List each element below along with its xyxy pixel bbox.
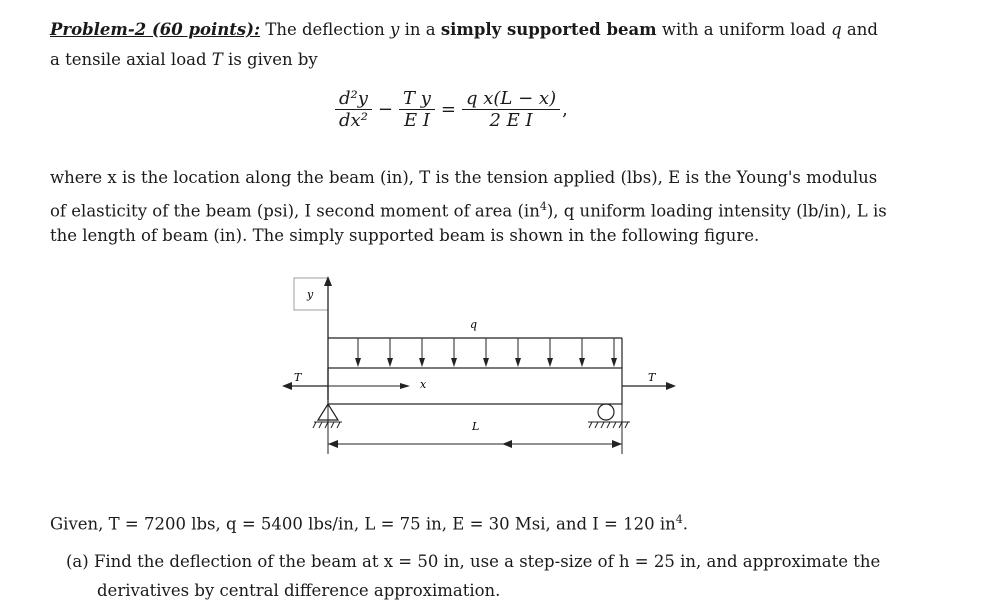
- frac2-denominator: E I: [403, 110, 430, 131]
- frac-Ty-EI: [399, 88, 435, 131]
- var-q: q: [831, 20, 842, 39]
- intro-text: The deflection: [260, 20, 391, 39]
- given-exponent: 4: [675, 513, 683, 526]
- load-arrows: [355, 338, 617, 367]
- tension-right-arrowhead: [666, 382, 676, 390]
- frac3-numerator: q x(L − x): [462, 88, 560, 110]
- description-line2: [50, 197, 887, 222]
- ground-hatch-right: [588, 422, 630, 428]
- label-T-left: T: [294, 371, 302, 384]
- var-T: T: [211, 50, 223, 69]
- minus-sign: −: [377, 99, 394, 120]
- frac3-denominator: 2 E I: [489, 110, 533, 131]
- dim-arrow-right: [612, 440, 622, 448]
- frac1-numerator: d²y: [335, 88, 372, 110]
- var-y: y: [390, 20, 400, 39]
- label-L: L: [472, 420, 480, 433]
- description-line1: where x is the location along the beam (in), T is the tension applied (lbs), E is the Young's modulus: [50, 168, 878, 187]
- intro-bold: simply supported beam: [440, 20, 657, 39]
- description-line2-a: of elasticity of the beam (psi), I second moment of area (in: [50, 201, 540, 221]
- part-a-line1: (a) Find the deflection of the beam at x = 50 in, use a step-size of h = 25 in, and approximate the: [66, 552, 881, 571]
- label-x: x: [420, 378, 427, 391]
- label-T-right: T: [648, 371, 656, 384]
- description-line2-b: ), q uniform loading intensity (lb/in), L is: [546, 201, 887, 221]
- x-axis-arrowhead: [400, 383, 410, 389]
- governing-equation: [335, 88, 574, 131]
- problem-heading: Problem-2 (60 points):: [50, 20, 261, 39]
- description-line3: the length of beam (in). The simply supported beam is shown in the following figure.: [50, 226, 760, 245]
- intro-text-3: with a uniform load: [656, 20, 832, 39]
- intro-text-4: and: [841, 20, 878, 39]
- given-text: Given, T = 7200 lbs, q = 5400 lbs/in, L = 75 in, E = 30 Msi, and I = 120 in: [50, 514, 676, 534]
- given-values: [50, 510, 688, 535]
- line2-text: a tensile axial load: [50, 50, 212, 69]
- part-a-line2: derivatives by central difference approximation.: [97, 581, 501, 600]
- given-period: .: [682, 514, 689, 534]
- label-q: q: [470, 318, 478, 331]
- beam-figure: [280, 272, 700, 462]
- exponent-4: 4: [539, 200, 547, 213]
- frac2-numerator: T y: [399, 88, 435, 110]
- frac-rhs: [462, 88, 560, 131]
- equals-sign: =: [440, 99, 457, 120]
- dim-arrow-left: [328, 440, 338, 448]
- problem-statement-line2: [50, 50, 318, 70]
- label-y: y: [307, 288, 314, 301]
- roller-support: [598, 404, 614, 420]
- problem-statement-line1: [50, 20, 878, 40]
- comma: ,: [562, 99, 568, 120]
- line2-text-2: is given by: [222, 50, 318, 69]
- frac-d2y-dx2: [335, 88, 372, 131]
- frac1-denominator: dx²: [339, 110, 368, 131]
- intro-text-2: in a: [399, 20, 441, 39]
- y-axis-arrowhead: [324, 276, 332, 286]
- tension-left-arrowhead: [282, 382, 292, 390]
- dim-arrow-mid: [502, 440, 512, 448]
